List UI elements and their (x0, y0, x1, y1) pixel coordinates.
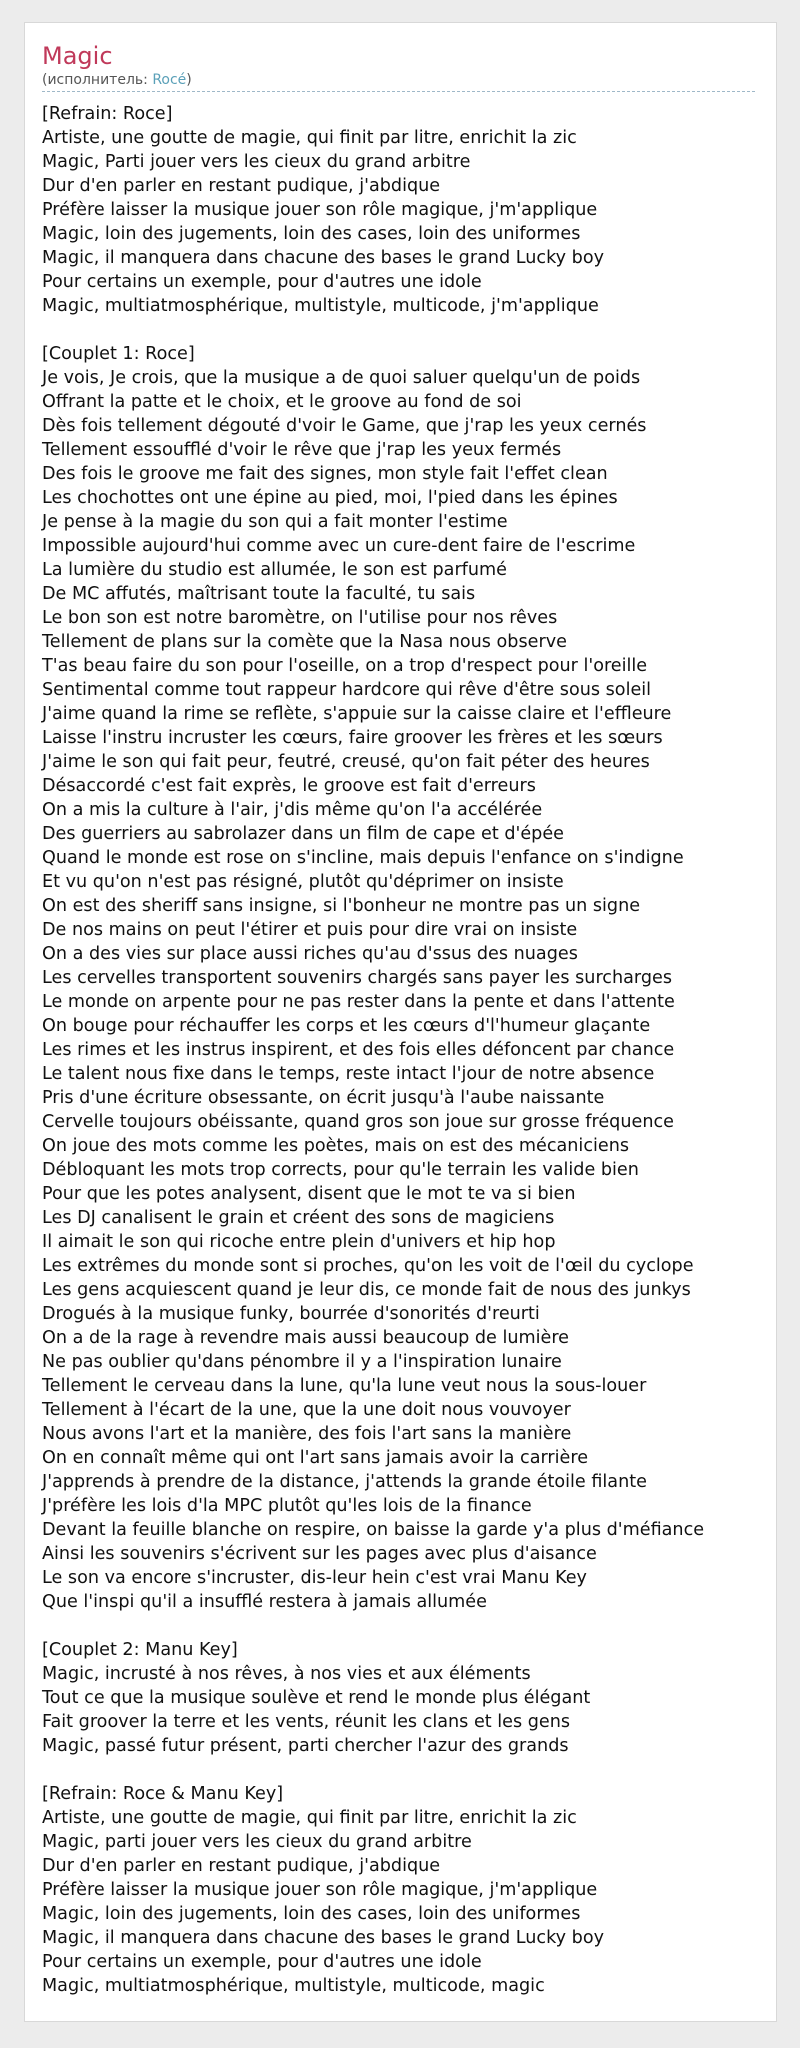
artist-link[interactable]: Rocé (152, 72, 187, 88)
lyric-line: Tout ce que la musique soulève et rend le monde plus élégant (42, 1688, 591, 1708)
lyric-line: Dur d'en parler en restant pudique, j'abdique (42, 1856, 441, 1876)
lyrics-card (24, 22, 777, 2022)
lyric-line: Offrant la patte et le choix, et le groove au fond de soi (42, 392, 522, 412)
section-header: [Couplet 2: Manu Key] (42, 1640, 238, 1660)
lyric-line: Laisse l'instru incruster les cœurs, faire groover les frères et les sœurs (42, 728, 663, 748)
stanza-break (42, 318, 776, 342)
stanza-break (42, 1758, 776, 1782)
artist-prefix: (исполнитель: (42, 72, 153, 88)
lyric-line: Pour certains un exemple, pour d'autres une idole (42, 272, 482, 292)
title-divider (42, 91, 755, 92)
lyric-line: Désaccordé c'est fait exprès, le groove est fait d'erreurs (42, 776, 536, 796)
lyric-line: T'as beau faire du son pour l'oseille, on a trop d'respect pour l'oreille (42, 656, 648, 676)
lyric-line: On a de la rage à revendre mais aussi beaucoup de lumière (42, 1328, 570, 1348)
lyric-line: Tellement de plans sur la comète que la Nasa nous observe (42, 632, 567, 652)
lyric-line: On en connaît même qui ont l'art sans jamais avoir la carrière (42, 1448, 589, 1468)
lyric-line: Ainsi les souvenirs s'écrivent sur les pages avec plus d'aisance (42, 1544, 597, 1564)
lyric-line: J'préfère les lois d'la MPC plutôt qu'les lois de la finance (42, 1496, 532, 1516)
lyric-line: Pour certains un exemple, pour d'autres une idole (42, 1952, 482, 1972)
lyric-line: Les chochottes ont une épine au pied, moi, l'pied dans les épines (42, 488, 618, 508)
lyric-line: Les extrêmes du monde sont si proches, qu'on les voit de l'œil du cyclope (42, 1256, 694, 1276)
lyric-line: Magic, il manquera dans chacune des bases le grand Lucky boy (42, 248, 604, 268)
lyric-line: Nous avons l'art et la manière, des fois l'art sans la manière (42, 1424, 572, 1444)
lyric-line: Préfère laisser la musique jouer son rôle magique, j'm'applique (42, 1880, 598, 1900)
lyric-line: Magic, il manquera dans chacune des bases le grand Lucky boy (42, 1928, 604, 1948)
lyric-line: Tellement essoufflé d'voir le rêve que j'rap les yeux fermés (42, 440, 562, 460)
section-header: [Refrain: Roce & Manu Key] (42, 1784, 284, 1804)
lyric-line: On bouge pour réchauffer les corps et les cœurs d'l'humeur glaçante (42, 1016, 651, 1036)
lyric-line: Les gens acquiescent quand je leur dis, ce monde fait de nous des junkys (42, 1280, 691, 1300)
lyric-line: Pris d'une écriture obsessante, on écrit jusqu'à l'aube naissante (42, 1088, 605, 1108)
lyric-line: Tellement à l'écart de la une, que la une doit nous vouvoyer (42, 1400, 571, 1420)
lyric-line: Des fois le groove me fait des signes, mon style fait l'effet clean (42, 464, 608, 484)
lyric-line: De MC affutés, maîtrisant toute la faculté, tu sais (42, 584, 476, 604)
lyric-line: Le bon son est notre baromètre, on l'utilise pour nos rêves (42, 608, 558, 628)
section-header: [Refrain: Roce] (42, 104, 173, 124)
lyric-line: La lumière du studio est allumée, le son est parfumé (42, 560, 507, 580)
lyric-line: Débloquant les mots trop corrects, pour qu'le terrain les valide bien (42, 1160, 639, 1180)
lyric-line: De nos mains on peut l'étirer et puis pour dire vrai on insiste (42, 920, 578, 940)
stanza-break (42, 1614, 776, 1638)
lyric-line: Quand le monde est rose on s'incline, mais depuis l'enfance on s'indigne (42, 848, 684, 868)
lyric-line: Devant la feuille blanche on respire, on baisse la garde y'a plus d'méfiance (42, 1520, 705, 1540)
lyric-line: Les DJ canalisent le grain et créent des sons de magiciens (42, 1208, 555, 1228)
lyric-line: Magic, loin des jugements, loin des cases, loin des uniformes (42, 1904, 581, 1924)
lyric-line: Tellement le cerveau dans la lune, qu'la lune veut nous la sous-louer (42, 1376, 647, 1396)
lyric-line: Magic, multiatmosphérique, multistyle, multicode, magic (42, 1976, 545, 1996)
lyric-line: Ne pas oublier qu'dans pénombre il y a l'inspiration lunaire (42, 1352, 562, 1372)
lyric-line: J'apprends à prendre de la distance, j'attends la grande étoile filante (42, 1472, 647, 1492)
lyric-line: Magic, multiatmosphérique, multistyle, multicode, j'm'applique (42, 296, 599, 316)
lyric-line: Préfère laisser la musique jouer son rôle magique, j'm'applique (42, 200, 598, 220)
lyric-line: On joue des mots comme les poètes, mais on est des mécaniciens (42, 1136, 630, 1156)
lyrics-text (42, 102, 776, 1998)
section-header: [Couplet 1: Roce] (42, 344, 195, 364)
lyric-line: Artiste, une goutte de magie, qui finit par litre, enrichit la zic (42, 128, 577, 148)
song-title: Magic (42, 42, 113, 70)
lyric-line: Et vu qu'on n'est pas résigné, plutôt qu'déprimer on insiste (42, 872, 564, 892)
artist-suffix: ) (186, 72, 192, 88)
lyric-line: Fait groover la terre et les vents, réunit les clans et les gens (42, 1712, 571, 1732)
lyric-line: Dur d'en parler en restant pudique, j'abdique (42, 176, 441, 196)
lyric-line: Magic, Parti jouer vers les cieux du grand arbitre (42, 152, 471, 172)
lyric-line: J'aime le son qui fait peur, feutré, creusé, qu'on fait péter des heures (42, 752, 650, 772)
lyric-line: Les cervelles transportent souvenirs chargés sans payer les surcharges (42, 968, 672, 988)
lyric-line: J'aime quand la rime se reflète, s'appuie sur la caisse claire et l'effleure (42, 704, 672, 724)
lyric-line: Le talent nous fixe dans le temps, reste intact l'jour de notre absence (42, 1064, 655, 1084)
lyric-line: On a mis la culture à l'air, j'dis même qu'on l'a accélérée (42, 800, 543, 820)
lyric-line: Magic, incrusté à nos rêves, à nos vies et aux éléments (42, 1664, 531, 1684)
lyric-line: Magic, loin des jugements, loin des cases, loin des uniformes (42, 224, 581, 244)
lyric-line: Le monde on arpente pour ne pas rester dans la pente et dans l'attente (42, 992, 675, 1012)
lyric-line: Que l'inspi qu'il a insufflé restera à jamais allumée (42, 1592, 487, 1612)
lyric-line: Artiste, une goutte de magie, qui finit par litre, enrichit la zic (42, 1808, 577, 1828)
lyric-line: Drogués à la musique funky, bourrée d'sonorités d'reurti (42, 1304, 540, 1324)
artist-line (42, 71, 776, 89)
lyric-line: Je pense à la magie du son qui a fait monter l'estime (42, 512, 508, 532)
lyric-line: Magic, parti jouer vers les cieux du grand arbitre (42, 1832, 472, 1852)
lyric-line: On a des vies sur place aussi riches qu'au d'ssus des nuages (42, 944, 578, 964)
lyric-line: Il aimait le son qui ricoche entre plein d'univers et hip hop (42, 1232, 556, 1252)
lyric-line: Dès fois tellement dégouté d'voir le Game, que j'rap les yeux cernés (42, 416, 647, 436)
lyric-line: Pour que les potes analysent, disent que le mot te va si bien (42, 1184, 576, 1204)
lyric-line: Magic, passé futur présent, parti chercher l'azur des grands (42, 1736, 569, 1756)
lyric-line: Le son va encore s'incruster, dis-leur hein c'est vrai Manu Key (42, 1568, 587, 1588)
lyric-line: Impossible aujourd'hui comme avec un cure-dent faire de l'escrime (42, 536, 636, 556)
lyric-line: Sentimental comme tout rappeur hardcore qui rêve d'être sous soleil (42, 680, 652, 700)
lyric-line: Cervelle toujours obéissante, quand gros son joue sur grosse fréquence (42, 1112, 674, 1132)
lyric-line: On est des sheriff sans insigne, si l'bonheur ne montre pas un signe (42, 896, 641, 916)
lyric-line: Les rimes et les instrus inspirent, et des fois elles défoncent par chance (42, 1040, 675, 1060)
lyric-line: Des guerriers au sabrolazer dans un film de cape et d'épée (42, 824, 564, 844)
lyric-line: Je vois, Je crois, que la musique a de quoi saluer quelqu'un de poids (42, 368, 641, 388)
